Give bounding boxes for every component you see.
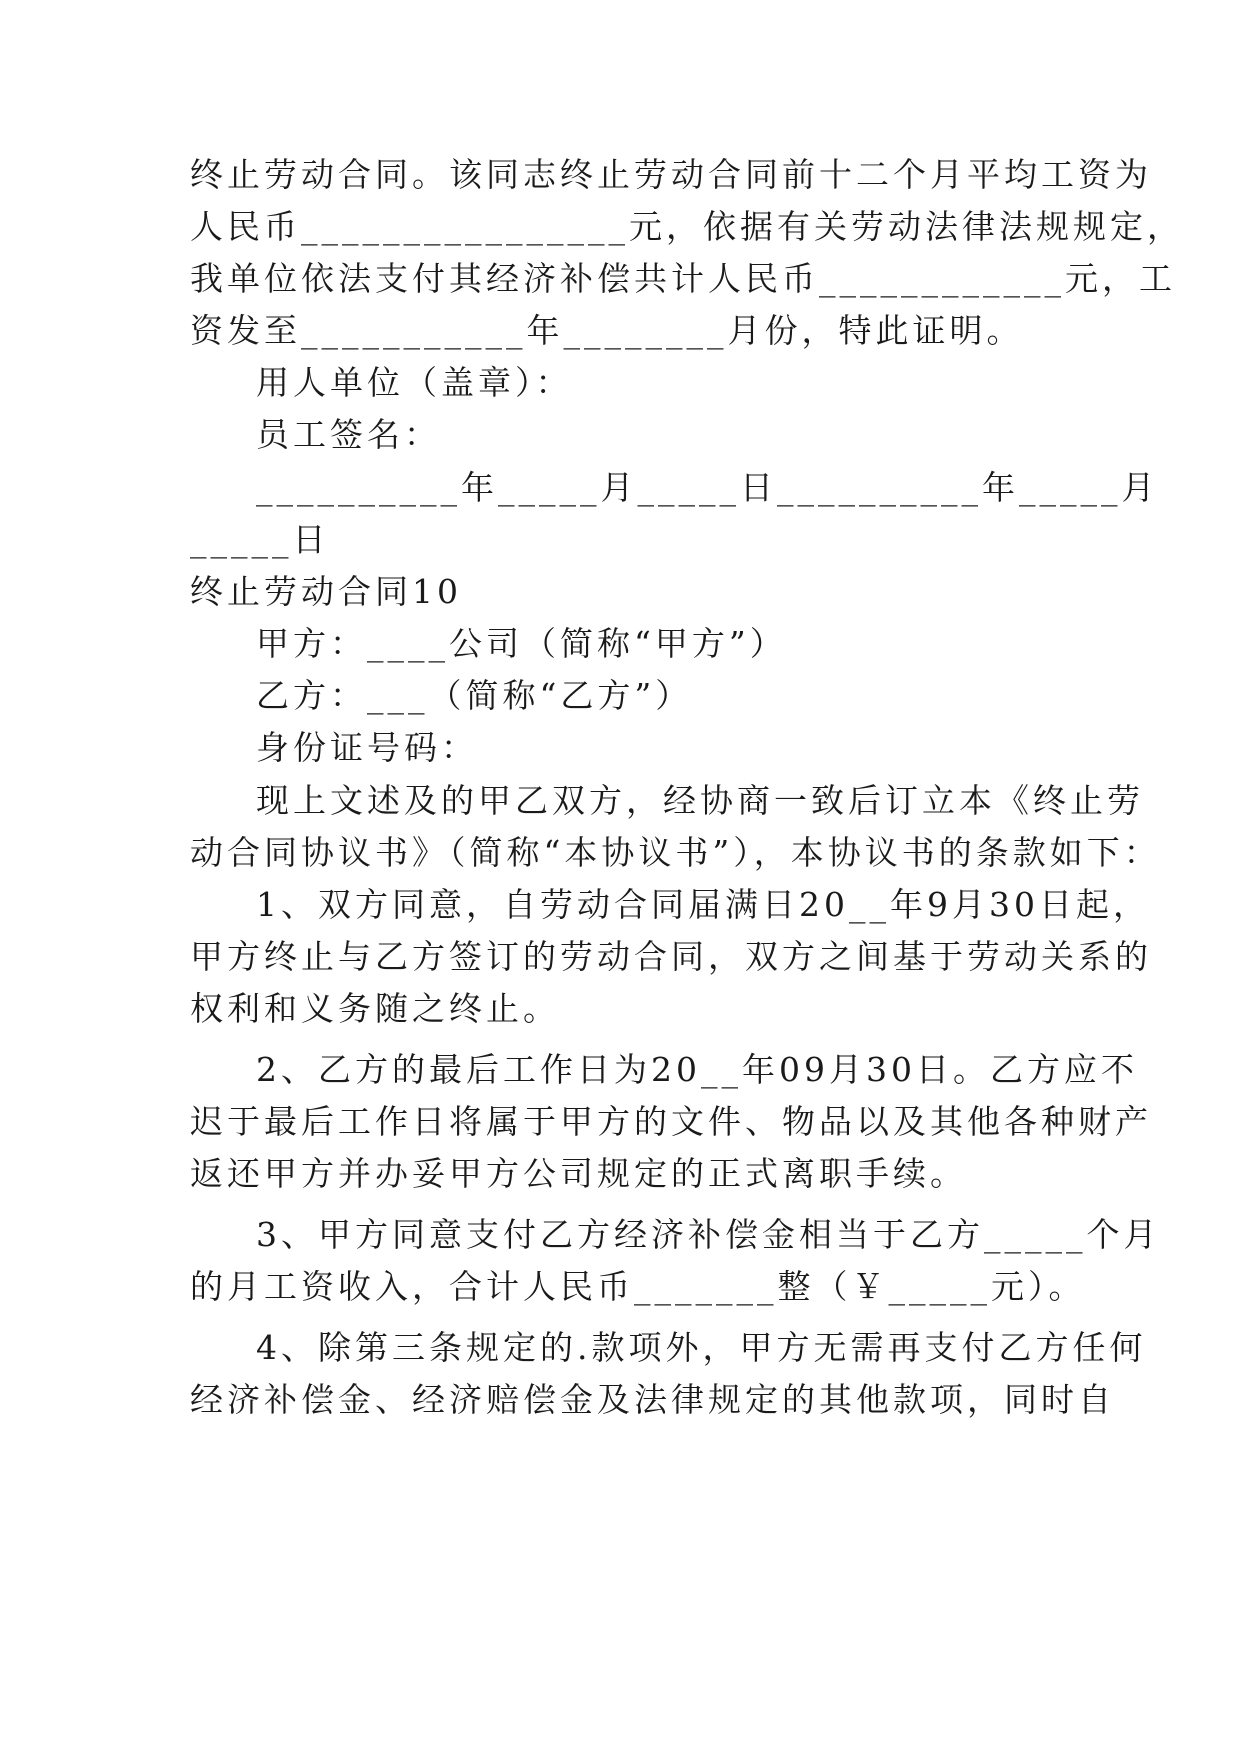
text-line: 返还甲方并办妥甲方公司规定的正式离职手续。 (190, 1154, 967, 1193)
text-line: 现上文述及的甲乙双方，经协商一致后订立本《终止劳 (256, 781, 1144, 820)
employee-signature-label: 员工签名： (256, 415, 441, 454)
clause-1: 1、双方同意，自劳动合同届满日20__年9月30日起， (256, 885, 1150, 924)
clause-4: 4、除第三条规定的.款项外，甲方无需再支付乙方任何 (256, 1328, 1147, 1367)
text-line: 资发至___________年________月份，特此证明。 (190, 311, 1024, 350)
date-line: __________年_____月_____日__________年_____月 (256, 468, 1159, 507)
party-b-line: 乙方：___（简称“乙方”） (256, 676, 693, 715)
text-line: 甲方终止与乙方签订的劳动合同，双方之间基于劳动关系的 (190, 937, 1152, 976)
party-a-line: 甲方：____公司（简称“甲方”） (256, 624, 787, 663)
employer-seal-label: 用人单位（盖章）： (256, 363, 573, 402)
text-line: 人民币________________元，依据有关劳动法律法规规定， (190, 207, 1184, 246)
date-line: _____日 (190, 520, 330, 559)
id-number-line: 身份证号码： (256, 728, 478, 767)
clause-3: 3、甲方同意支付乙方经济补偿金相当于乙方_____个月 (256, 1215, 1161, 1254)
clause-2: 2、乙方的最后工作日为20__年09月30日。乙方应不 (256, 1050, 1138, 1089)
text-line: 迟于最后工作日将属于甲方的文件、物品以及其他各种财产 (190, 1102, 1152, 1141)
text-line: 动合同协议书》（简称“本协议书”），本协议书的条款如下： (190, 833, 1161, 872)
text-line: 权利和义务随之终止。 (190, 989, 560, 1028)
text-line: 终止劳动合同。该同志终止劳动合同前十二个月平均工资为 (190, 155, 1152, 194)
section-title: 终止劳动合同10 (190, 572, 462, 611)
text-line: 我单位依法支付其经济补偿共计人民币____________元，工 (190, 259, 1176, 298)
text-line: 经济补偿金、经济赔偿金及法律规定的其他款项，同时自 (190, 1380, 1115, 1419)
text-line: 的月工资收入，合计人民币_______整（￥_____元）。 (190, 1267, 1086, 1306)
